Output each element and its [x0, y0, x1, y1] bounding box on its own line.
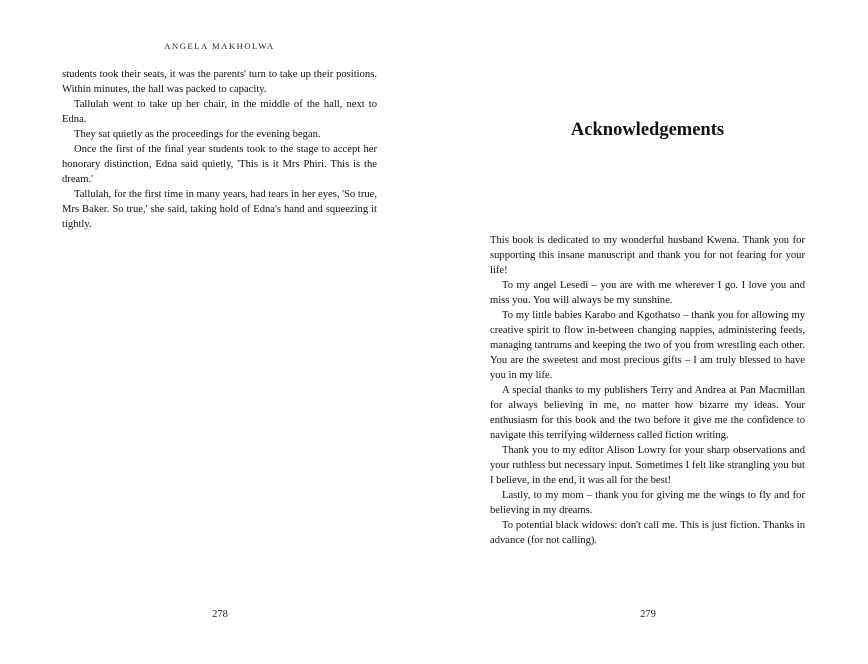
paragraph: Thank you to my editor Alison Lowry for your sharp observations and your ruthless but necessary input. Sometimes I felt like strangling you but I believe, in the end, it was all for the best! — [490, 445, 805, 486]
running-head: ANGELA MAKHOLWA — [164, 41, 275, 51]
paragraph: Lastly, to my mom – thank you for giving me the wings to fly and for believing in my dreams. — [490, 490, 805, 516]
paragraph: To potential black widows: don't call me. This is just fiction. Thanks in advance (for not calling). — [490, 520, 805, 546]
left-body-text — [62, 67, 377, 232]
paragraph: students took their seats, it was the parents' turn to take up their positions. Within minutes, the hall was packed to capacity. — [62, 69, 377, 95]
right-page — [434, 0, 868, 664]
paragraph: This book is dedicated to my wonderful husband Kwena. Thank you for supporting this insane manuscript and thank you for not fearing for your life! — [490, 235, 805, 276]
chapter-title: Acknowledgements — [570, 120, 725, 140]
paragraph: Tallulah went to take up her chair, in the middle of the hall, next to Edna. — [62, 99, 377, 125]
paragraph: Tallulah, for the first time in many years, had tears in her eyes, 'So true, Mrs Baker. So true,' she said, taking hold of Edna's hand and squeezing it tightly. — [62, 189, 377, 230]
paragraph: Once the first of the final year students took to the stage to accept her honorary distinction, Edna said quietly, 'This is it Mrs Phiri. This is the dream.' — [62, 144, 377, 185]
paragraph: To my little babies Karabo and Kgothatso – thank you for allowing my creative spirit to flow in-between changing nappies, administering feeds, managing tantrums and keeping the two of you from wrestling each other. You are the sweetest and most precious gifts – I am truly blessed to have you in my life. — [490, 310, 805, 381]
page-number: 278 — [212, 609, 228, 620]
page-number: 279 — [640, 609, 656, 620]
paragraph: They sat quietly as the proceedings for the evening began. — [74, 129, 321, 140]
right-body-text — [490, 233, 805, 548]
paragraph: To my angel Lesedi – you are with me wherever I go. I love you and miss you. You will always be my sunshine. — [490, 280, 805, 306]
paragraph: A special thanks to my publishers Terry and Andrea at Pan Macmillan for always believing in me, no matter how bizarre my ideas. Your enthusiasm for this book and the two before it give me the confidence to navigate this terrifying wilderness called fiction writing. — [490, 385, 805, 441]
